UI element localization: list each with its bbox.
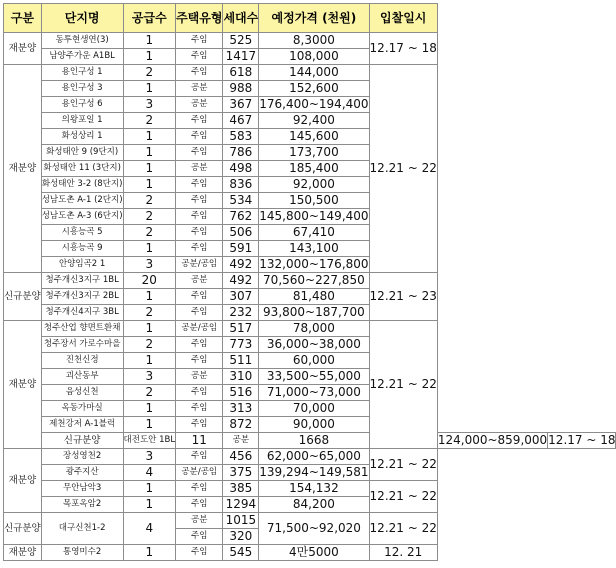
supply-count-cell: 11 — [176, 433, 223, 449]
planned-price-cell: 71,500~92,020 — [259, 513, 369, 545]
table-row — [4, 33, 616, 49]
supply-count-cell: 3 — [123, 449, 176, 465]
supply-count-cell: 2 — [123, 337, 176, 353]
housing-type-cell: 주임 — [176, 241, 223, 257]
bid-date-cell: 12.21 ~ 22 — [369, 449, 437, 481]
bidding-schedule-table — [3, 3, 616, 561]
complex-name-cell: 광주지산 — [41, 465, 123, 481]
table-row — [4, 497, 616, 513]
header-category: 구분 — [4, 4, 42, 33]
complex-name-cell: 청주개신4지구 3BL — [41, 305, 123, 321]
table-row — [4, 353, 616, 369]
table-row — [4, 305, 616, 321]
planned-price-cell: 145,600 — [259, 129, 369, 145]
complex-name-cell: 안양임곡2 1 — [41, 257, 123, 273]
housing-type-cell: 주임 — [176, 497, 223, 513]
supply-count-cell: 1 — [123, 241, 176, 257]
table-row — [4, 481, 616, 497]
supply-count-cell: 2 — [123, 305, 176, 321]
complex-name-cell: 성남도촌 A-1 (2단지) — [41, 193, 123, 209]
planned-price-cell: 78,000 — [259, 321, 369, 337]
table-row — [4, 97, 616, 113]
category-cell: 재분양 — [4, 33, 42, 65]
supply-count-cell: 1 — [123, 289, 176, 305]
households-cell: 313 — [223, 401, 259, 417]
households-cell: 492 — [223, 273, 259, 289]
bidding-schedule-table-container — [3, 3, 616, 561]
supply-count-cell: 1 — [123, 401, 176, 417]
planned-price-cell: 90,000 — [259, 417, 369, 433]
planned-price-cell: 92,400 — [259, 113, 369, 129]
table-row — [4, 257, 616, 273]
planned-price-cell: 173,700 — [259, 145, 369, 161]
table-row — [4, 49, 616, 65]
header-planned-price: 예정가격 (천원) — [259, 4, 369, 33]
supply-count-cell: 2 — [123, 385, 176, 401]
housing-type-cell: 주임 — [176, 481, 223, 497]
bid-date-cell: 12.21 ~ 23 — [369, 273, 437, 321]
planned-price-cell: 150,500 — [259, 193, 369, 209]
supply-count-cell: 1 — [123, 81, 176, 97]
housing-type-cell: 주임 — [176, 401, 223, 417]
housing-type-cell: 주임 — [176, 545, 223, 561]
supply-count-cell: 1 — [123, 321, 176, 337]
header-housing-type: 주택유형 — [176, 4, 223, 33]
category-cell: 신규분양 — [4, 513, 42, 545]
bid-date-cell: 12.21 ~ 22 — [369, 481, 437, 513]
complex-name-cell: 괴산동부 — [41, 369, 123, 385]
planned-price-cell: 176,400~194,400 — [259, 97, 369, 111]
supply-count-cell: 1 — [123, 33, 176, 49]
housing-type-cell: 주임 — [176, 33, 223, 49]
housing-type-cell: 공분/공임 — [176, 321, 223, 337]
housing-type-cell: 주임 — [176, 529, 223, 545]
households-cell: 1668 — [259, 433, 369, 449]
complex-name-cell: 성남도촌 A-3 (6단지) — [41, 209, 123, 225]
supply-count-cell: 1 — [123, 161, 176, 177]
households-cell: 385 — [223, 481, 259, 497]
housing-type-cell: 주임 — [176, 177, 223, 193]
households-cell: 516 — [223, 385, 259, 401]
table-row — [4, 337, 616, 353]
housing-type-cell: 주임 — [176, 353, 223, 369]
households-cell: 517 — [223, 321, 259, 337]
housing-type-cell: 주임 — [176, 385, 223, 401]
table-row — [4, 321, 616, 337]
supply-count-cell: 20 — [123, 273, 176, 289]
category-cell: 재분양 — [4, 449, 42, 513]
category-cell: 신규분양 — [4, 273, 42, 321]
households-cell: 456 — [223, 449, 259, 465]
planned-price-cell: 81,480 — [259, 289, 369, 305]
complex-name-cell: 청주산업 향면트환채 — [41, 321, 123, 337]
planned-price-cell: 71,000~73,000 — [259, 385, 369, 401]
housing-type-cell: 공분 — [176, 81, 223, 97]
planned-price-cell: 93,800~187,700 — [259, 305, 369, 321]
housing-type-cell: 공분 — [176, 161, 223, 177]
table-row — [4, 289, 616, 305]
supply-count-cell: 3 — [123, 369, 176, 385]
housing-type-cell: 주임 — [176, 289, 223, 305]
housing-type-cell: 주임 — [176, 449, 223, 465]
table-row — [4, 65, 616, 81]
planned-price-cell: 70,560~227,850 — [259, 273, 369, 289]
complex-name-cell: 남양주가운 A1BL — [41, 49, 123, 65]
table-row — [4, 401, 616, 417]
complex-name-cell: 동투현생연(3) — [41, 33, 123, 49]
complex-name-cell: 청주개신3지구 2BL — [41, 289, 123, 305]
planned-price-cell: 92,000 — [259, 177, 369, 193]
header-bid-date: 입찰일시 — [369, 4, 437, 33]
households-cell: 591 — [223, 241, 259, 257]
housing-type-cell: 주임 — [176, 225, 223, 241]
table-row — [4, 113, 616, 129]
households-cell: 310 — [223, 369, 259, 385]
supply-count-cell: 1 — [123, 177, 176, 193]
table-row — [4, 545, 616, 561]
supply-count-cell: 3 — [123, 97, 176, 113]
households-cell: 320 — [223, 529, 259, 545]
housing-type-cell: 주임 — [176, 145, 223, 161]
households-cell: 511 — [223, 353, 259, 369]
households-cell: 492 — [223, 257, 259, 273]
planned-price-cell: 154,132 — [259, 481, 369, 497]
housing-type-cell: 주임 — [176, 49, 223, 65]
housing-type-cell: 주임 — [176, 337, 223, 353]
complex-name-cell: 청주개신3지구 1BL — [41, 273, 123, 289]
complex-name-cell: 의왕포일 1 — [41, 113, 123, 129]
housing-type-cell: 주임 — [176, 113, 223, 129]
supply-count-cell: 1 — [123, 129, 176, 145]
supply-count-cell: 4 — [123, 513, 176, 545]
table-row — [4, 385, 616, 401]
supply-count-cell: 2 — [123, 113, 176, 129]
households-cell: 836 — [223, 177, 259, 193]
complex-name-cell: 진천신정 — [41, 353, 123, 369]
households-cell: 872 — [223, 417, 259, 433]
housing-type-cell: 공분 — [176, 273, 223, 289]
category-cell: 재분양 — [4, 65, 42, 273]
table-row — [4, 513, 616, 529]
planned-price-cell: 185,400 — [259, 161, 369, 177]
supply-count-cell: 1 — [123, 417, 176, 433]
planned-price-cell: 8,3000 — [259, 33, 369, 49]
planned-price-cell: 62,000~65,000 — [259, 449, 369, 465]
supply-count-cell: 1 — [123, 49, 176, 65]
header-complex-name: 단지명 — [41, 4, 123, 33]
households-cell: 786 — [223, 145, 259, 161]
housing-type-cell: 주임 — [176, 417, 223, 433]
supply-count-cell: 1 — [123, 353, 176, 369]
complex-name-cell: 화성태안 11 (3단지) — [41, 161, 123, 177]
housing-type-cell: 주임 — [176, 305, 223, 321]
table-row — [4, 273, 616, 289]
housing-type-cell: 주임 — [176, 193, 223, 209]
planned-price-cell: 33,500~55,000 — [259, 369, 369, 385]
planned-price-cell: 108,000 — [259, 49, 369, 65]
bid-date-cell: 12.21 ~ 22 — [369, 321, 437, 449]
complex-name-cell: 통영미수2 — [41, 545, 123, 561]
housing-type-cell: 공분 — [223, 433, 259, 449]
housing-type-cell: 공분 — [176, 513, 223, 529]
complex-name-cell: 청주장서 가로수마을 — [41, 337, 123, 353]
bid-date-cell: 12.21 ~ 22 — [369, 513, 437, 545]
table-row — [4, 241, 616, 257]
table-row — [4, 177, 616, 193]
planned-price-cell: 67,410 — [259, 225, 369, 241]
table-row — [4, 209, 616, 225]
complex-name-cell: 대구신천1-2 — [41, 513, 123, 545]
supply-count-cell: 4 — [123, 465, 176, 481]
table-row — [4, 369, 616, 385]
housing-type-cell: 공분 — [176, 97, 223, 113]
planned-price-cell: 143,100 — [259, 241, 369, 257]
planned-price-cell: 152,600 — [259, 81, 369, 97]
planned-price-cell: 60,000 — [259, 353, 369, 369]
supply-count-cell: 1 — [123, 497, 176, 513]
housing-type-cell: 공분/공임 — [176, 257, 223, 273]
households-cell: 467 — [223, 113, 259, 129]
table-row — [4, 145, 616, 161]
table-row — [4, 193, 616, 209]
supply-count-cell: 2 — [123, 225, 176, 241]
complex-name-cell: 대전도안 1BL — [123, 433, 176, 449]
housing-type-cell: 주임 — [176, 65, 223, 81]
table-row — [4, 161, 616, 177]
planned-price-cell: 132,000~176,800 — [259, 257, 369, 271]
housing-type-cell: 공분/공임 — [176, 465, 223, 481]
complex-name-cell: 시흥능곡 5 — [41, 225, 123, 241]
table-row — [4, 449, 616, 465]
complex-name-cell: 화성태안 9 (9단지) — [41, 145, 123, 161]
category-cell: 신규분양 — [41, 433, 123, 449]
bid-date-cell: 12.17 ~ 18 — [548, 433, 616, 447]
header-households: 세대수 — [223, 4, 259, 33]
supply-count-cell: 2 — [123, 193, 176, 209]
households-cell: 1417 — [223, 49, 259, 65]
supply-count-cell: 2 — [123, 209, 176, 225]
planned-price-cell: 145,800~149,400 — [259, 209, 369, 223]
supply-count-cell: 3 — [123, 257, 176, 273]
planned-price-cell: 124,000~859,000 — [437, 433, 548, 447]
table-row — [4, 225, 616, 241]
complex-name-cell: 시흥능곡 9 — [41, 241, 123, 257]
table-row — [4, 433, 616, 449]
header-row — [4, 4, 616, 33]
complex-name-cell: 화성태안 3-2 (8단지) — [41, 177, 123, 193]
complex-name-cell: 용인구성 3 — [41, 81, 123, 97]
households-cell: 506 — [223, 225, 259, 241]
supply-count-cell: 1 — [123, 545, 176, 561]
category-cell: 재분양 — [4, 321, 42, 449]
complex-name-cell: 목포옥암2 — [41, 497, 123, 513]
supply-count-cell: 1 — [123, 145, 176, 161]
planned-price-cell: 4만5000 — [259, 545, 369, 561]
header-supply-count: 공급수 — [123, 4, 176, 33]
table-row — [4, 417, 616, 433]
households-cell: 545 — [223, 545, 259, 561]
households-cell: 773 — [223, 337, 259, 353]
complex-name-cell: 용인구성 1 — [41, 65, 123, 81]
complex-name-cell: 장성영천2 — [41, 449, 123, 465]
households-cell: 618 — [223, 65, 259, 81]
households-cell: 1294 — [223, 497, 259, 513]
housing-type-cell: 주임 — [176, 209, 223, 225]
households-cell: 534 — [223, 193, 259, 209]
complex-name-cell: 무안남악3 — [41, 481, 123, 497]
complex-name-cell: 화성상리 1 — [41, 129, 123, 145]
bid-date-cell: 12.21 ~ 22 — [369, 65, 437, 273]
households-cell: 762 — [223, 209, 259, 225]
complex-name-cell: 제천강저 A-1블럭 — [41, 417, 123, 433]
complex-name-cell: 용인구성 6 — [41, 97, 123, 113]
households-cell: 988 — [223, 81, 259, 97]
planned-price-cell: 70,000 — [259, 401, 369, 417]
planned-price-cell: 36,000~38,000 — [259, 337, 369, 353]
supply-count-cell: 1 — [123, 481, 176, 497]
category-cell: 재분양 — [4, 545, 42, 561]
housing-type-cell: 공분 — [176, 369, 223, 385]
households-cell: 1015 — [223, 513, 259, 529]
households-cell: 367 — [223, 97, 259, 113]
bid-date-cell: 12. 21 — [369, 545, 437, 561]
complex-name-cell: 옥동가마실 — [41, 401, 123, 417]
planned-price-cell: 139,294~149,581 — [259, 465, 369, 479]
bid-date-cell: 12.17 ~ 18 — [369, 33, 437, 65]
households-cell: 498 — [223, 161, 259, 177]
table-row — [4, 465, 616, 481]
households-cell: 375 — [223, 465, 259, 481]
table-body — [4, 33, 616, 561]
table-row — [4, 129, 616, 145]
supply-count-cell: 2 — [123, 65, 176, 81]
households-cell: 307 — [223, 289, 259, 305]
households-cell: 525 — [223, 33, 259, 49]
complex-name-cell: 음성신천 — [41, 385, 123, 401]
households-cell: 583 — [223, 129, 259, 145]
planned-price-cell: 84,200 — [259, 497, 369, 513]
housing-type-cell: 주임 — [176, 129, 223, 145]
table-row — [4, 81, 616, 97]
households-cell: 232 — [223, 305, 259, 321]
planned-price-cell: 144,000 — [259, 65, 369, 81]
